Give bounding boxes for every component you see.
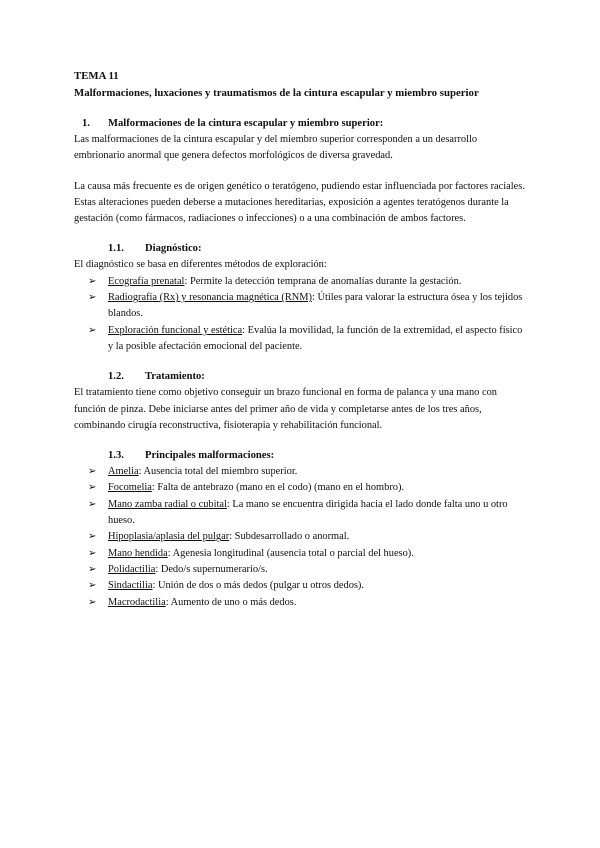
list-item-term: Mano zamba radial o cubital <box>108 498 227 510</box>
section-1-heading <box>74 116 528 132</box>
tratamiento-title: Tratamiento: <box>145 371 205 383</box>
list-item-term: Amelia <box>108 466 139 478</box>
arrow-bullet-icon: ➢ <box>88 580 97 592</box>
list-item <box>74 562 528 578</box>
list-item-term: Macrodactilia <box>108 596 166 608</box>
tratamiento-number: 1.2. <box>108 371 124 383</box>
arrow-bullet-icon: ➢ <box>88 275 97 287</box>
list-item <box>74 464 528 480</box>
section-1-paragraph-1: Las malformaciones de la cintura escapular y del miembro superior corresponden a un desarrollo embrionario anormal que genera defectos morfológicos de diversa gravedad. <box>74 134 478 162</box>
list-item-term: Mano hendida <box>108 547 168 559</box>
diagnostico-heading <box>74 241 528 257</box>
list-item-desc: : Ausencia total del miembro superior. <box>138 466 298 478</box>
tratamiento-paragraph: El tratamiento tiene como objetivo conseguir un brazo funcional en forma de palanca y una mano con función de pinza. Debe iniciarse antes del primer año de vida y completarse antes de los tres años, combinando cirugía reconstructiva, fisioterapia y rehabilitación funcional. <box>74 387 497 431</box>
tratamiento-heading <box>74 369 528 385</box>
list-item-term: Radiografía (Rx) y resonancia magnética (RNM) <box>108 292 312 304</box>
diagnostico-title: Diagnóstico: <box>145 243 202 255</box>
diagnostico-list <box>74 274 528 355</box>
document-page <box>74 68 528 611</box>
malformaciones-heading <box>74 448 528 464</box>
section-1-title: Malformaciones de la cintura escapular y miembro superior: <box>108 118 384 129</box>
tema-label: TEMA 11 <box>74 70 119 82</box>
list-item <box>74 595 528 611</box>
arrow-bullet-icon: ➢ <box>88 596 97 608</box>
arrow-bullet-icon: ➢ <box>88 482 97 494</box>
section-1-paragraph-2: La causa más frecuente es de origen genético o teratógeno, pudiendo estar influenciada por factores raciales. Estas alteraciones pueden deberse a mutaciones hereditarias, exposición a agentes teratógenos durante la gestación (como fármacos, radiaciones o infecciones) o a una combinación de ambos factores. <box>74 180 525 225</box>
list-item-term: Hipoplasia/aplasia del pulgar <box>108 531 230 543</box>
list-item-term: Focomelia <box>108 482 152 494</box>
malformaciones-number: 1.3. <box>108 450 124 462</box>
malformaciones-list <box>74 464 528 611</box>
list-item-term: Exploración funcional y estética <box>108 324 243 336</box>
list-item-term: Ecografía prenatal <box>108 275 185 287</box>
list-item-desc: : Unión de dos o más dedos (pulgar u otros dedos). <box>152 580 364 592</box>
list-item-term: Sindactilia <box>108 580 153 592</box>
arrow-bullet-icon: ➢ <box>88 292 97 304</box>
list-item <box>74 323 528 356</box>
arrow-bullet-icon: ➢ <box>88 466 97 478</box>
list-item <box>74 529 528 545</box>
malformaciones-title: Principales malformaciones: <box>145 450 275 462</box>
list-item <box>74 480 528 496</box>
list-item-desc: : Agenesia longitudinal (ausencia total o parcial del hueso). <box>167 547 414 559</box>
diagnostico-intro: El diagnóstico se basa en diferentes métodos de exploración: <box>74 259 327 271</box>
list-item-desc: : Subdesarrollado o anormal. <box>229 531 350 543</box>
arrow-bullet-icon: ➢ <box>88 531 97 543</box>
list-item <box>74 578 528 594</box>
list-item-desc: : Falta de antebrazo (mano en el codo) (mano en el hombro). <box>151 482 405 494</box>
list-item <box>74 274 528 290</box>
document-title: Malformaciones, luxaciones y traumatismos de la cintura escapular y miembro superior <box>74 87 479 99</box>
list-item <box>74 290 528 323</box>
list-item-desc: : Evalúa la movilidad, la función de la extremidad, el aspecto físico y la posible afectación emocional del paciente. <box>108 324 523 352</box>
section-1-number: 1. <box>82 118 90 129</box>
arrow-bullet-icon: ➢ <box>88 547 97 559</box>
list-item-desc: : Permite la detección temprana de anomalías durante la gestación. <box>184 275 462 287</box>
arrow-bullet-icon: ➢ <box>88 498 97 510</box>
list-item-desc: : La mano se encuentra dirigida hacia el lado donde falta uno u otro hueso. <box>108 498 508 527</box>
diagnostico-number: 1.1. <box>108 243 124 255</box>
list-item <box>74 497 528 530</box>
arrow-bullet-icon: ➢ <box>88 324 97 336</box>
list-item-desc: : Aumento de uno o más dedos. <box>165 596 297 608</box>
list-item <box>74 546 528 562</box>
list-item-desc: : Dedo/s supernumerario/s. <box>155 563 268 575</box>
arrow-bullet-icon: ➢ <box>88 563 97 575</box>
list-item-desc: : Útiles para valorar la estructura ósea y los tejidos blandos. <box>108 292 523 320</box>
list-item-term: Polidactilia <box>108 563 156 575</box>
